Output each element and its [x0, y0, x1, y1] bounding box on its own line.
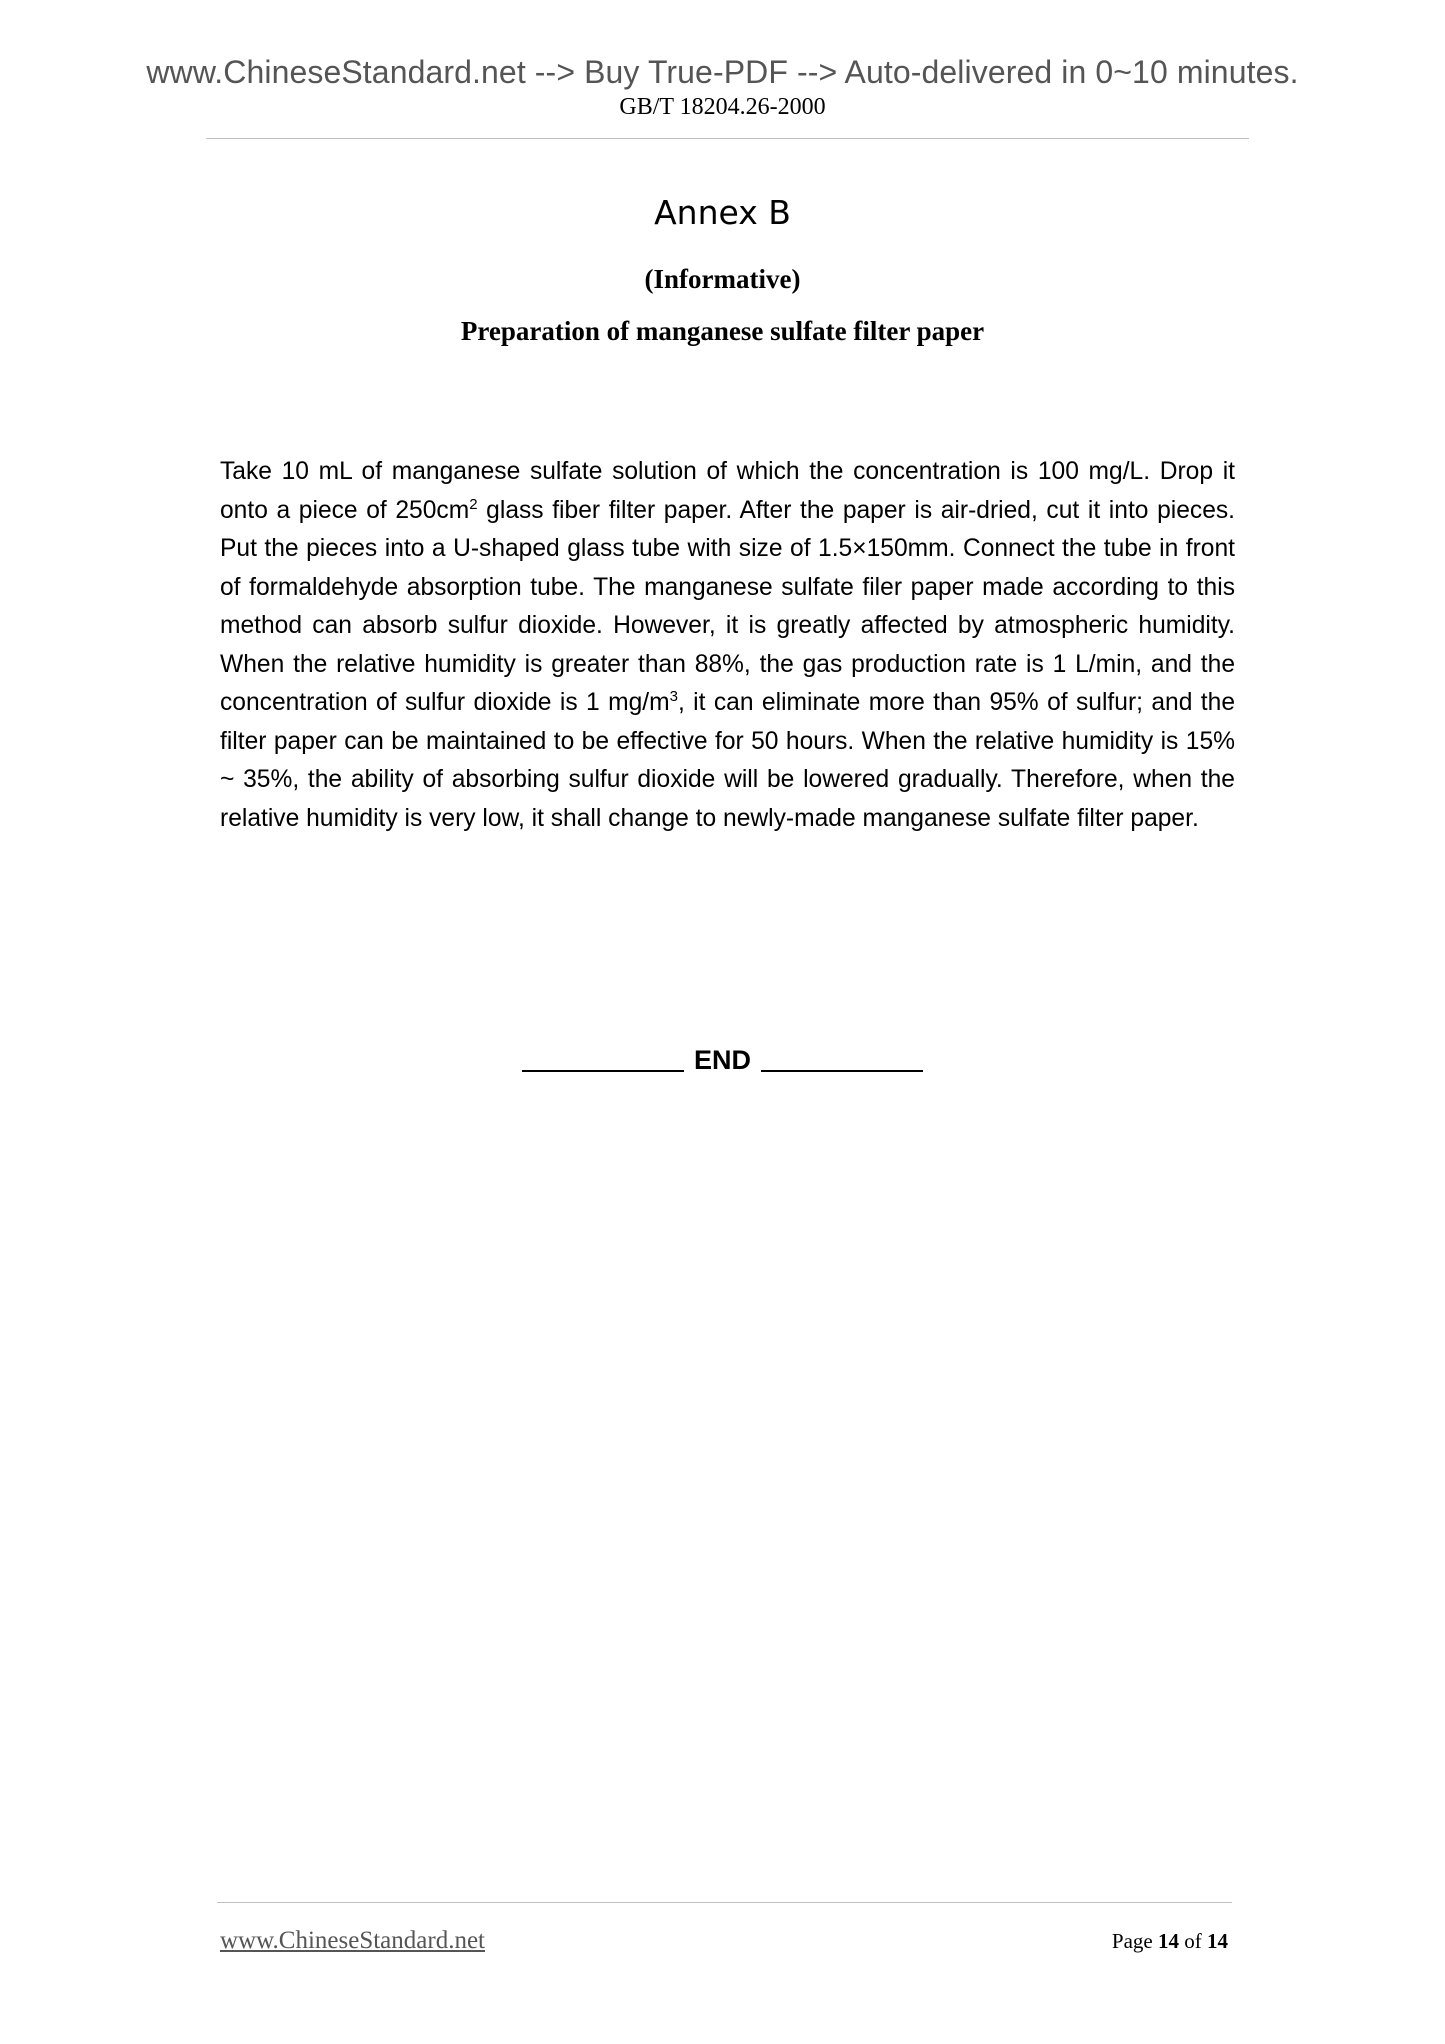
body-text-part-2: glass fiber filter paper. After the paper is air-dried, cut it into pieces. Put the pieces into a U-shaped glass tube with size of 1.5×150mm. Connect the tube in front of formaldehyde absorption tube. The manganese sulfate filer paper made according to this method can absorb sulfur dioxide. However, it is greatly affected by atmospheric humidity. When the relative humidity is greater than 88%, the gas production rate is 1 L/min, and the concentration of sulfur dioxide is 1 mg/m: [220, 496, 1236, 716]
footer-site-link[interactable]: www.ChineseStandard.net: [220, 1927, 485, 1954]
superscript-3: 3: [669, 688, 678, 705]
footer-divider: [217, 1902, 1232, 1903]
source-banner: www.ChineseStandard.net --> Buy True-PDF --> Auto-delivered in 0~10 minutes.: [146, 54, 1299, 90]
annex-type: (Informative): [644, 264, 801, 294]
page-number: [1000, 1931, 1228, 1952]
page-current: 14: [1158, 1929, 1179, 1953]
page-prefix: Page: [1111, 1929, 1153, 1953]
body-text-part-1: Take 10 mL of manganese sulfate solution of which the concentration is 100 mg/L. Drop it onto a piece of 250cm: [220, 458, 1235, 524]
annex-title: Annex B: [654, 193, 791, 232]
header-divider: [206, 138, 1249, 139]
end-line-right: [761, 1070, 923, 1072]
page-of: of: [1184, 1929, 1202, 1953]
end-label: END: [693, 1045, 751, 1075]
end-marker: [0, 1047, 1445, 1074]
body-text-part-3: , it can eliminate more than 95% of sulfur; and the filter paper can be maintained to be effective for 50 hours. When the relative humidity is 15% ~ 35%, the ability of absorbing sulfur dioxide will be lowered gradually. Therefore, when the relative humidity is very low, it shall change to newly-made manganese sulfate filter paper.: [220, 689, 1235, 832]
body-paragraph: [220, 453, 1235, 838]
superscript-2: 2: [469, 495, 478, 513]
standard-code: GB/T 18204.26-2000: [619, 94, 826, 120]
page-total: 14: [1207, 1929, 1228, 1953]
end-line-left: [522, 1070, 684, 1072]
annex-subtitle: Preparation of manganese sulfate filter paper: [460, 316, 985, 346]
